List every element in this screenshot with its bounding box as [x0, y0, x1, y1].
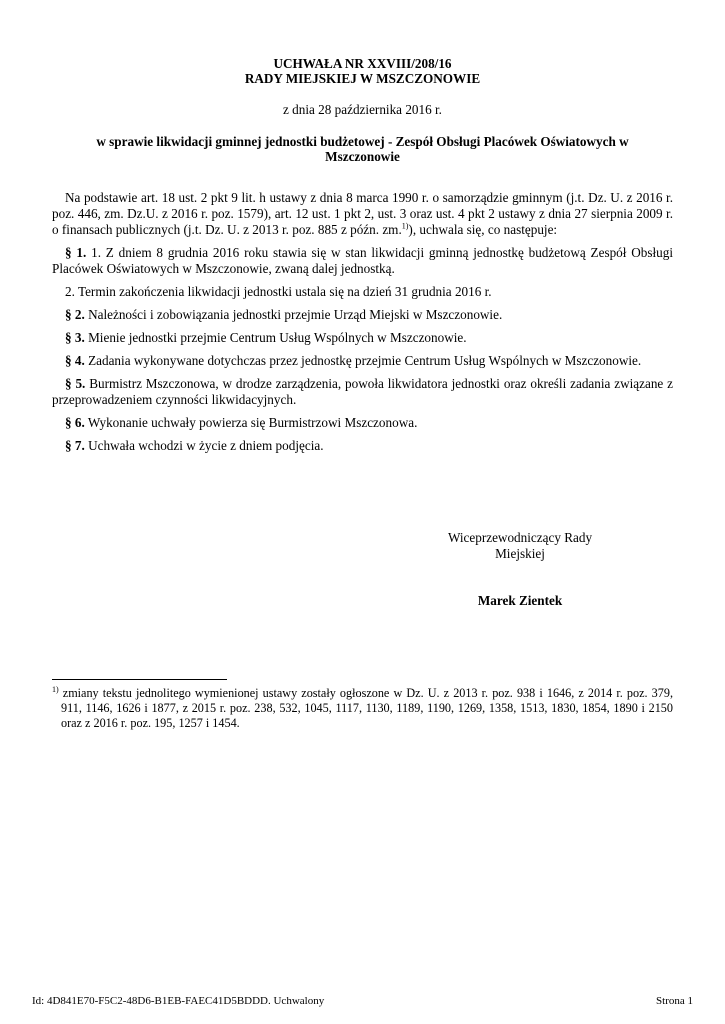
signature-role-line1: Wiceprzewodniczący Rady [447, 530, 593, 545]
paragraph-label: § 3. [65, 330, 85, 345]
resolution-subject: w sprawie likwidacji gminnej jednostki budżetowej - Zespół Obsługi Placówek Oświatowych w Mszczonowie [96, 134, 629, 164]
paragraph-label: § 7. [65, 438, 85, 453]
paragraph-3 [52, 330, 673, 346]
paragraph-4 [52, 353, 673, 369]
paragraph-label: § 1. [65, 245, 87, 260]
footnote-marker: 1) [52, 684, 59, 694]
resolution-number: UCHWAŁA NR XXVIII/208/16 [273, 56, 452, 71]
paragraph-text: 1. Z dniem 8 grudnia 2016 roku stawia się w stan likwidacji gminną jednostkę budżetową Zespół Obsługi Placówek Oświatowych w Mszczonowie, zwaną dalej jednostką. [52, 245, 673, 276]
signature-name: Marek Zientek [477, 593, 563, 608]
paragraph-text: 2. Termin zakończenia likwidacji jednostki ustala się na dzień 31 grudnia 2016 r. [65, 284, 492, 299]
footnote-reference: 1) [401, 221, 409, 231]
paragraph-1 [52, 245, 673, 277]
signature-role-line2: Miejskiej [495, 546, 545, 561]
preamble [52, 190, 673, 238]
paragraph-label: § 4. [65, 353, 85, 368]
paragraph-label: § 5. [65, 376, 86, 391]
council-name: RADY MIEJSKIEJ W MSZCZONOWIE [244, 71, 481, 86]
footnote-divider [52, 679, 227, 680]
paragraph-text: Zadania wykonywane dotychczas przez jednostkę przejmie Centrum Usług Wspólnych w Mszczonowie. [84, 353, 642, 368]
footnote-text: zmiany tekstu jednolitego wymienionej ustawy zostały ogłoszone w Dz. U. z 2013 r. poz. 938 i 1646, z 2014 r. poz. 379, 911, 1146, 1626 i 1877, z 2015 r. poz. 238, 532, 1045, 1117, 1130, 1189, 1190, 1269, 1358, 1513, 1830, 1854, 1890 i 2150 oraz z 2016 r. poz. 195, 1257 i 1454. [58, 686, 673, 730]
paragraph-6 [52, 415, 673, 431]
paragraph-7 [52, 438, 673, 454]
preamble-text: Na podstawie art. 18 ust. 2 pkt 9 lit. h ustawy z dnia 8 marca 1990 r. o samorządzie gminnym (j.t. Dz. U. z 2016 r. poz. 446, zm. Dz.U. z 2016 r. poz. 1579), art. 12 ust. 1 pkt 2, ust. 3 oraz ust. 4 pkt 2 ustawy z dnia 27 sierpnia 2009 r. o finansach publicznych (j.t. Dz. U. z 2013 r. poz. 885 z późn. zm. [52, 190, 673, 237]
footnote [52, 686, 673, 731]
page-number: Strona 1 [656, 995, 693, 1007]
resolution-date: z dnia 28 października 2016 r. [283, 102, 442, 117]
paragraph-text: Burmistrz Mszczonowa, w drodze zarządzenia, powoła likwidatora jednostki oraz określi zadania związane z przeprowadzeniem czynności likwidacyjnych. [52, 376, 673, 407]
paragraph-label: § 6. [65, 415, 85, 430]
paragraph-text: Mienie jednostki przejmie Centrum Usług Wspólnych w Mszczonowie. [84, 330, 467, 345]
resolution-body [52, 190, 673, 461]
preamble-text-end: ), uchwala się, co następuje: [408, 222, 558, 237]
paragraph-5 [52, 376, 673, 408]
paragraph-text: Uchwała wchodzi w życie z dniem podjęcia. [84, 438, 324, 453]
paragraph-1-point-2 [52, 284, 673, 300]
document-id: Id: 4D841E70-F5C2-48D6-B1EB-FAEC41D5BDDD. Uchwalony [32, 995, 325, 1007]
paragraph-text: Należności i zobowiązania jednostki przejmie Urząd Miejski w Mszczonowie. [84, 307, 503, 322]
paragraph-label: § 2. [65, 307, 85, 322]
paragraph-2 [52, 307, 673, 323]
paragraph-text: Wykonanie uchwały powierza się Burmistrzowi Mszczonowa. [84, 415, 418, 430]
